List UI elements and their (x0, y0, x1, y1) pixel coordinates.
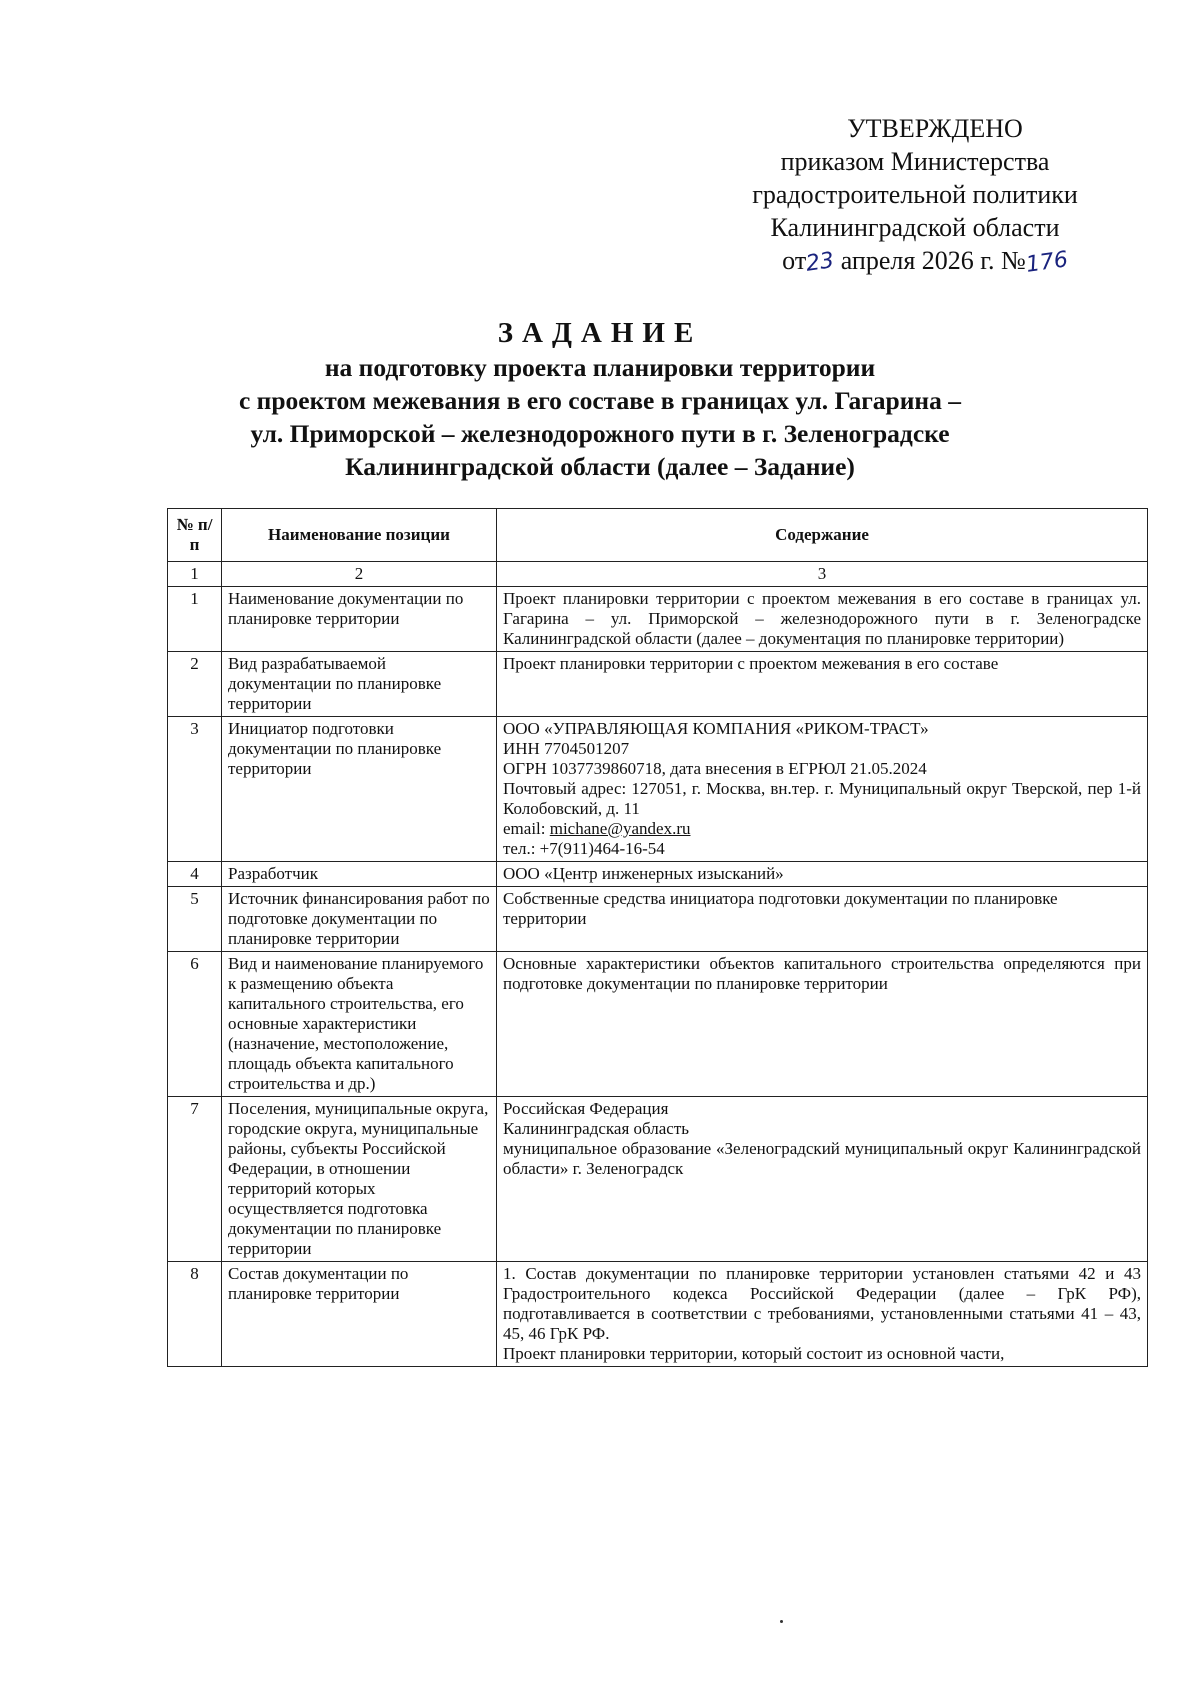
date-prefix: от (782, 246, 807, 275)
table-row (168, 587, 1148, 652)
document-title (160, 315, 1040, 483)
row-num: 7 (168, 1097, 222, 1262)
row-content (497, 1097, 1148, 1262)
row-num: 8 (168, 1262, 222, 1367)
title-line-3: ул. Приморской – железнодорожного пути в г. Зеленоградске (250, 419, 950, 448)
row-name: Состав документации по планировке территории (222, 1262, 497, 1367)
title-line-4: Калининградской области (далее – Задание) (345, 452, 855, 481)
row-content: Проект планировки территории с проектом межевания в его составе в границах ул. Гагарина – ул. Приморской – железнодорожного пути в г. Зеленоградске Калининградской области (далее – документация по планировке территории) (497, 587, 1148, 652)
row-content (497, 717, 1148, 862)
table-row (168, 652, 1148, 717)
row-content: Основные характеристики объектов капитального строительства определяются при подготовке документации по планировке территории (497, 952, 1148, 1097)
scan-speck (780, 1620, 783, 1623)
row-content: Проект планировки территории с проектом межевания в его составе (497, 652, 1148, 717)
table-row (168, 862, 1148, 887)
title-line-1: на подготовку проекта планировки территории (324, 353, 876, 382)
row-name: Наименование документации по планировке территории (222, 587, 497, 652)
title-main: ЗАДАНИЕ (497, 317, 703, 349)
row-num: 3 (168, 717, 222, 862)
table-row (168, 1262, 1148, 1367)
row-num: 5 (168, 887, 222, 952)
initiator-name: ООО «УПРАВЛЯЮЩАЯ КОМПАНИЯ «РИКОМ-ТРАСТ» (503, 719, 929, 738)
row-num: 2 (168, 652, 222, 717)
table-header-row (168, 509, 1148, 562)
task-table (167, 508, 1148, 1367)
approval-stamp (700, 112, 1130, 279)
row-content: Собственные средства инициатора подготовки документации по планировке территории (497, 887, 1148, 952)
row-name: Поселения, муниципальные округа, городские округа, муниципальные районы, субъекты Российской Федерации, в отношении территорий которых осуществляется подготовка документации по планировке территории (222, 1097, 497, 1262)
row-num: 4 (168, 862, 222, 887)
row-content: ООО «Центр инженерных изысканий» (497, 862, 1148, 887)
index-cell: 3 (497, 562, 1148, 587)
row-name: Разработчик (222, 862, 497, 887)
table-row (168, 1097, 1148, 1262)
row-num: 6 (168, 952, 222, 1097)
territory-municipality: муниципальное образование «Зеленоградский муниципальный округ Калининградской области» г. Зеленоградск (503, 1139, 1141, 1178)
handwritten-order-number: 176 (1024, 247, 1070, 278)
date-text: апреля 2026 г. № (840, 246, 1026, 275)
row-name: Вид разрабатываемой документации по планировке территории (222, 652, 497, 717)
header-name: Наименование позиции (222, 509, 497, 562)
composition-paragraph-1: 1. Состав документации по планировке территории установлен статьями 42 и 43 Градостроительного кодекса Российской Федерации (далее – ГрК РФ), подготавливается в соответствии с требованиями, установленными статьями 41 – 43, 45, 46 ГрК РФ. (503, 1264, 1141, 1343)
handwritten-day: 23 (804, 248, 836, 277)
territory-region: Калининградская область (503, 1119, 689, 1138)
email-link[interactable]: michane@yandex.ru (549, 819, 691, 838)
initiator-email: email: michane@yandex.ru (503, 819, 691, 838)
table-row (168, 717, 1148, 862)
table-index-row (168, 562, 1148, 587)
initiator-address: Почтовый адрес: 127051, г. Москва, вн.тер. г. Муниципальный округ Тверской, пер 1-й Колобовский, д. 11 (503, 779, 1141, 818)
territory-country: Российская Федерация (503, 1099, 669, 1118)
approval-region-line: Калининградской области (770, 213, 1060, 242)
table-row (168, 887, 1148, 952)
composition-paragraph-2: Проект планировки территории, который состоит из основной части, (503, 1344, 1005, 1363)
row-name: Вид и наименование планируемого к размещению объекта капитального строительства, его основные характеристики (назначение, местоположение, площадь объекта капитального строительства и др.) (222, 952, 497, 1097)
initiator-inn: ИНН 7704501207 (503, 739, 630, 758)
row-content (497, 1262, 1148, 1367)
index-cell: 2 (222, 562, 497, 587)
initiator-phone: тел.: +7(911)464-16-54 (503, 839, 665, 858)
header-content: Содержание (497, 509, 1148, 562)
row-name: Источник финансирования работ по подготовке документации по планировке территории (222, 887, 497, 952)
title-line-2: с проектом межевания в его составе в границах ул. Гагарина – (238, 386, 962, 415)
index-cell: 1 (168, 562, 222, 587)
approval-ministry-line: градостроительной политики (752, 180, 1078, 209)
header-num: № п/п (168, 509, 222, 562)
approval-date-line (720, 244, 1130, 279)
table-row (168, 952, 1148, 1097)
approval-order-line: приказом Министерства (780, 147, 1050, 176)
initiator-ogrn: ОГРН 1037739860718, дата внесения в ЕГРЮЛ 21.05.2024 (503, 759, 927, 778)
row-name: Инициатор подготовки документации по планировке территории (222, 717, 497, 862)
row-num: 1 (168, 587, 222, 652)
approval-heading: УТВЕРЖДЕНО (847, 114, 1023, 143)
